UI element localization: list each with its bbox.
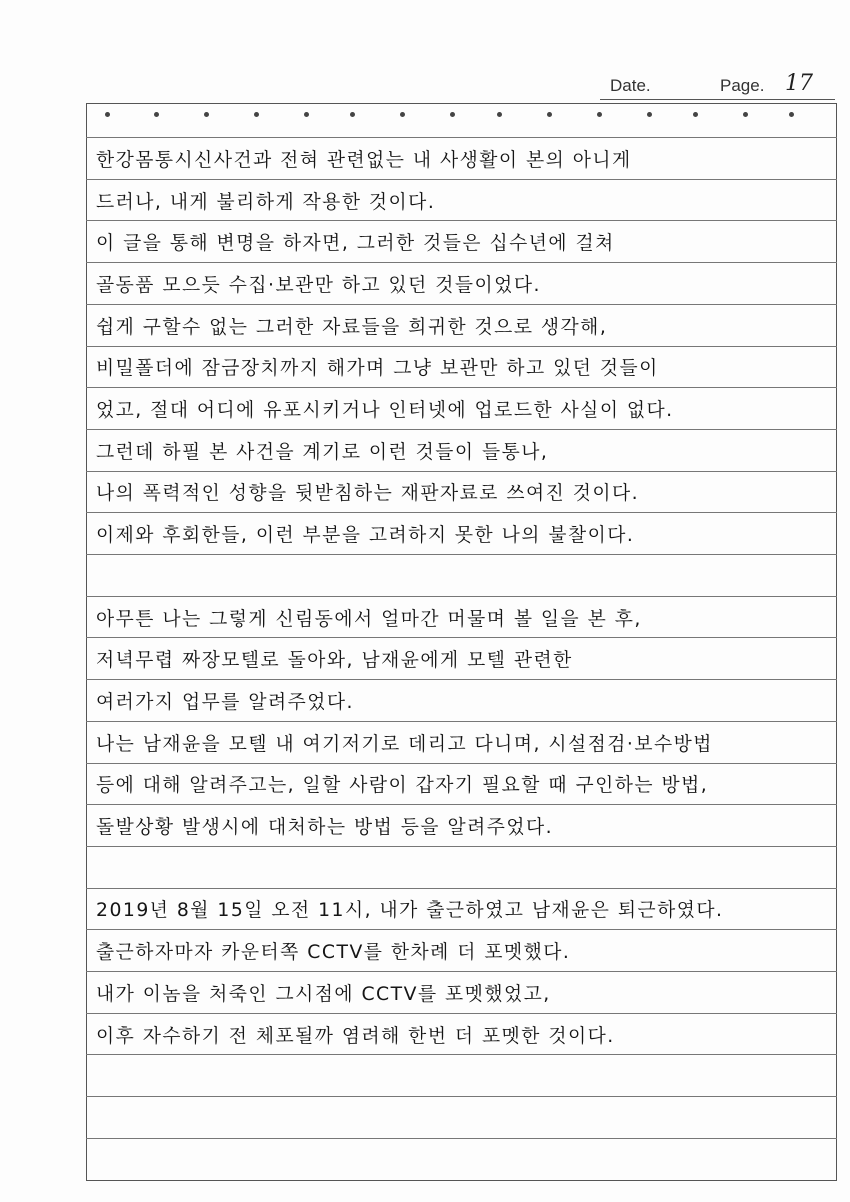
ruled-line	[86, 1054, 837, 1055]
dot-marker	[254, 112, 259, 117]
dot-marker	[789, 112, 794, 117]
text-line: 나는 남재윤을 모텔 내 여기저기로 데리고 다니며, 시설점검·보수방법	[96, 733, 713, 755]
date-label: Date.	[610, 76, 651, 95]
dot-marker	[647, 112, 652, 117]
text-line: 여러가지 업무를 알려주었다.	[96, 691, 355, 713]
text-line: 골동품 모으듯 수집·보관만 하고 있던 것들이었다.	[96, 274, 541, 296]
dot-marker	[400, 112, 405, 117]
dot-marker	[204, 112, 209, 117]
ruled-line	[86, 179, 837, 180]
ruled-line	[86, 1096, 837, 1097]
ruled-line	[86, 346, 837, 347]
text-line: 그런데 하필 본 사건을 계기로 이런 것들이 들통나,	[96, 441, 549, 463]
ruled-line	[86, 888, 837, 889]
ruled-frame	[86, 103, 837, 1181]
text-line: 출근하자마자 카운터쪽 CCTV를 한차례 더 포멧했다.	[96, 941, 571, 963]
dot-marker	[693, 112, 698, 117]
ruled-line	[86, 596, 837, 597]
dot-marker	[105, 112, 110, 117]
dot-marker	[547, 112, 552, 117]
text-line: 내가 이놈을 처죽인 그시점에 CCTV를 포멧했었고,	[96, 983, 551, 1005]
text-line: 돌발상황 발생시에 대처하는 방법 등을 알려주었다.	[96, 816, 554, 838]
ruled-line	[86, 804, 837, 805]
text-line: 등에 대해 알려주고는, 일할 사람이 갑자기 필요할 때 구인하는 방법,	[96, 774, 709, 796]
ruled-line	[86, 763, 837, 764]
ruled-line	[86, 721, 837, 722]
text-line: 쉽게 구할수 없는 그러한 자료들을 희귀한 것으로 생각해,	[96, 316, 608, 338]
dot-marker	[597, 112, 602, 117]
text-line: 한강몸통시신사건과 전혀 관련없는 내 사생활이 본의 아니게	[96, 149, 632, 171]
dot-marker	[743, 112, 748, 117]
ruled-line	[86, 554, 837, 555]
ruled-line	[86, 929, 837, 930]
dot-marker	[450, 112, 455, 117]
text-line: 드러나, 내게 불리하게 작용한 것이다.	[96, 191, 436, 213]
page-label: Page.	[720, 76, 765, 95]
ruled-line	[86, 429, 837, 430]
ruled-line	[86, 679, 837, 680]
ruled-line	[86, 387, 837, 388]
ruled-line	[86, 471, 837, 472]
page-number: 17	[785, 71, 813, 96]
text-line: 저녁무렵 짜장모텔로 돌아와, 남재윤에게 모텔 관련한	[96, 649, 573, 671]
ruled-line	[86, 220, 837, 221]
dot-row	[87, 112, 836, 124]
text-line: 이 글을 통해 변명을 하자면, 그러한 것들은 십수년에 걸쳐	[96, 232, 615, 254]
header-underline	[600, 99, 835, 100]
text-line: 었고, 절대 어디에 유포시키거나 인터넷에 업로드한 사실이 없다.	[96, 399, 674, 421]
ruled-line	[86, 262, 837, 263]
text-line: 이제와 후회한들, 이런 부분을 고려하지 못한 나의 불찰이다.	[96, 524, 635, 546]
dot-marker	[350, 112, 355, 117]
text-line: 나의 폭력적인 성향을 뒷받침하는 재판자료로 쓰여진 것이다.	[96, 482, 640, 504]
ruled-line	[86, 971, 837, 972]
dot-marker	[497, 112, 502, 117]
ruled-line	[86, 1013, 837, 1014]
dot-marker	[304, 112, 309, 117]
ruled-line	[86, 512, 837, 513]
ruled-line	[86, 637, 837, 638]
text-line: 이후 자수하기 전 체포될까 염려해 한번 더 포멧한 것이다.	[96, 1025, 615, 1047]
ruled-line	[86, 137, 837, 138]
ruled-line	[86, 846, 837, 847]
ruled-line	[86, 304, 837, 305]
page-header	[600, 71, 835, 100]
ruled-line	[86, 1138, 837, 1139]
text-line: 아무튼 나는 그렇게 신림동에서 얼마간 머물며 볼 일을 본 후,	[96, 608, 642, 630]
dot-marker	[154, 112, 159, 117]
text-line: 2019년 8월 15일 오전 11시, 내가 출근하였고 남재윤은 퇴근하였다.	[96, 899, 724, 921]
text-line: 비밀폴더에 잠금장치까지 해가며 그냥 보관만 하고 있던 것들이	[96, 357, 659, 379]
